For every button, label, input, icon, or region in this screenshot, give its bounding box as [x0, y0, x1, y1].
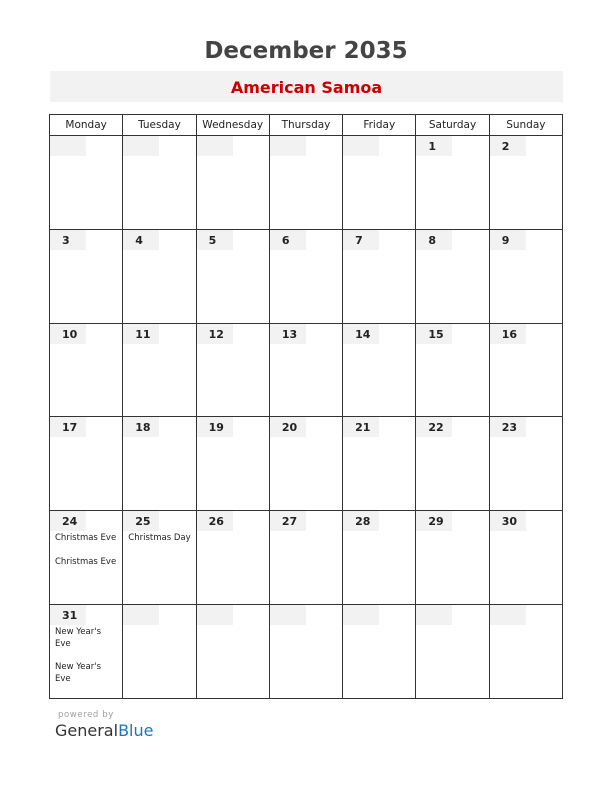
calendar-day-cell	[416, 323, 489, 417]
holiday-event: Christmas Day	[128, 533, 191, 544]
calendar-day-cell	[416, 229, 489, 323]
holiday-event: New Year's Eve	[55, 627, 102, 649]
calendar-day-cell	[489, 229, 562, 323]
day-number: 12	[197, 324, 233, 344]
day-number: 6	[270, 230, 306, 250]
calendar-day-cell	[343, 605, 416, 699]
day-number: 17	[50, 417, 86, 437]
event-list	[50, 625, 122, 685]
calendar-day-cell	[196, 605, 269, 699]
day-number: 27	[270, 511, 306, 531]
weekday-header: Tuesday	[123, 115, 196, 136]
day-number	[343, 136, 379, 156]
day-number	[343, 605, 379, 625]
calendar-day-cell	[343, 323, 416, 417]
day-number: 19	[197, 417, 233, 437]
day-number: 26	[197, 511, 233, 531]
weekday-header: Thursday	[269, 115, 342, 136]
calendar-day-cell	[489, 417, 562, 511]
powered-by-text: powered by	[58, 710, 114, 720]
calendar-week-row	[50, 511, 563, 605]
calendar-day-cell	[196, 511, 269, 605]
holiday-event: New Year's Eve	[55, 662, 102, 684]
day-number	[123, 136, 159, 156]
calendar-week-row	[50, 136, 563, 230]
calendar-grid	[49, 114, 563, 699]
day-number: 23	[490, 417, 526, 437]
event-list	[123, 531, 195, 545]
calendar-week-row	[50, 323, 563, 417]
footer	[55, 710, 153, 740]
day-number: 24	[50, 511, 86, 531]
day-number: 29	[416, 511, 452, 531]
day-number: 25	[123, 511, 159, 531]
brand-logo	[55, 721, 153, 740]
brand-part-general: General	[55, 721, 119, 740]
weekday-header: Friday	[343, 115, 416, 136]
day-number: 1	[416, 136, 452, 156]
day-number: 3	[50, 230, 86, 250]
calendar-day-cell	[343, 229, 416, 323]
calendar-day-cell	[416, 605, 489, 699]
calendar-day-cell	[489, 136, 562, 230]
calendar-day-cell	[269, 605, 342, 699]
day-number: 21	[343, 417, 379, 437]
day-number: 10	[50, 324, 86, 344]
weekday-header-row	[50, 115, 563, 136]
calendar-day-cell	[50, 136, 123, 230]
calendar-day-cell	[123, 417, 196, 511]
calendar-day-cell	[269, 229, 342, 323]
calendar-day-cell	[50, 605, 123, 699]
weekday-header: Sunday	[489, 115, 562, 136]
calendar-day-cell	[269, 323, 342, 417]
day-number	[197, 136, 233, 156]
region-name: American Samoa	[230, 78, 383, 97]
day-number: 22	[416, 417, 452, 437]
calendar-week-row	[50, 605, 563, 699]
calendar-day-cell	[50, 511, 123, 605]
day-number	[270, 136, 306, 156]
calendar-day-cell	[196, 136, 269, 230]
day-number	[416, 605, 452, 625]
calendar-day-cell	[269, 511, 342, 605]
day-number: 5	[197, 230, 233, 250]
calendar-day-cell	[196, 417, 269, 511]
day-number: 11	[123, 324, 159, 344]
calendar-day-cell	[269, 417, 342, 511]
calendar-day-cell	[123, 229, 196, 323]
event-list	[50, 531, 122, 568]
region-banner	[50, 71, 563, 102]
holiday-event: Christmas Eve	[55, 556, 117, 567]
day-number: 13	[270, 324, 306, 344]
day-number	[197, 605, 233, 625]
day-number	[123, 605, 159, 625]
calendar-day-cell	[489, 511, 562, 605]
calendar-day-cell	[416, 511, 489, 605]
page-title: December 2035	[204, 38, 408, 64]
day-number: 15	[416, 324, 452, 344]
day-number	[270, 605, 306, 625]
calendar-day-cell	[123, 323, 196, 417]
day-number: 31	[50, 605, 86, 625]
day-number	[50, 136, 86, 156]
day-number: 9	[490, 230, 526, 250]
holiday-event: Christmas Eve	[55, 533, 117, 544]
day-number: 30	[490, 511, 526, 531]
calendar-day-cell	[416, 417, 489, 511]
calendar-day-cell	[416, 136, 489, 230]
weekday-header: Wednesday	[196, 115, 269, 136]
calendar-day-cell	[50, 417, 123, 511]
calendar-day-cell	[343, 136, 416, 230]
calendar-day-cell	[123, 136, 196, 230]
calendar-day-cell	[123, 605, 196, 699]
day-number: 14	[343, 324, 379, 344]
brand-part-blue: Blue	[118, 721, 154, 740]
calendar-day-cell	[343, 511, 416, 605]
calendar-body	[50, 136, 563, 699]
calendar-day-cell	[343, 417, 416, 511]
day-number: 18	[123, 417, 159, 437]
day-number: 2	[490, 136, 526, 156]
calendar-day-cell	[489, 323, 562, 417]
weekday-header: Saturday	[416, 115, 489, 136]
day-number: 4	[123, 230, 159, 250]
day-number: 8	[416, 230, 452, 250]
day-number	[490, 605, 526, 625]
calendar-day-cell	[269, 136, 342, 230]
calendar-week-row	[50, 229, 563, 323]
day-number: 28	[343, 511, 379, 531]
weekday-header: Monday	[50, 115, 123, 136]
calendar-day-cell	[489, 605, 562, 699]
day-number: 16	[490, 324, 526, 344]
day-number: 7	[343, 230, 379, 250]
calendar-day-cell	[123, 511, 196, 605]
calendar-day-cell	[196, 323, 269, 417]
day-number: 20	[270, 417, 306, 437]
calendar-week-row	[50, 417, 563, 511]
calendar-day-cell	[50, 229, 123, 323]
calendar-day-cell	[50, 323, 123, 417]
calendar-day-cell	[196, 229, 269, 323]
